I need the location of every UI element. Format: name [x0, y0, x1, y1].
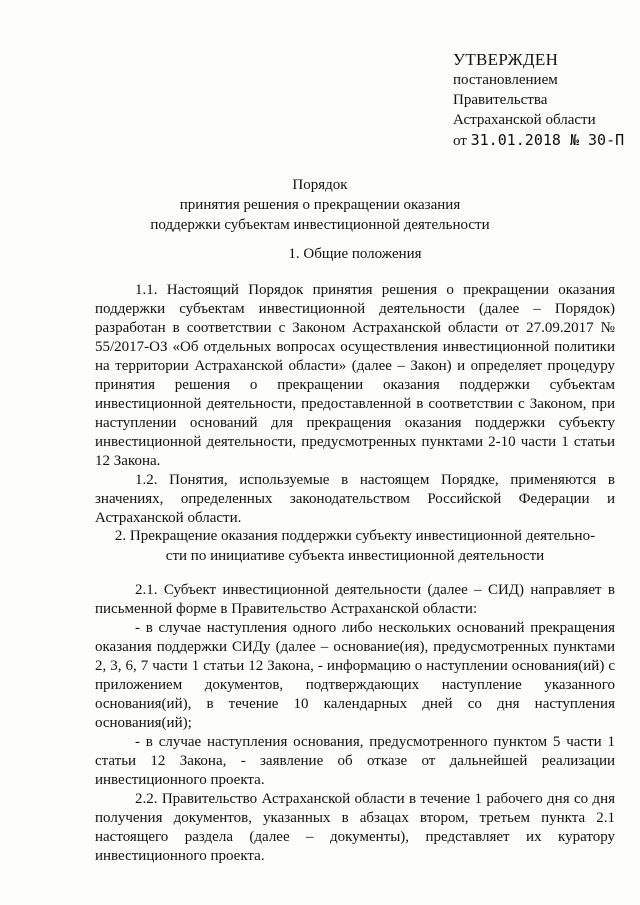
approval-line-3: Астраханской области [453, 112, 596, 128]
approval-date-value: 31.01.2018 № 30-П [470, 131, 625, 149]
paragraph-2-1: 2.1. Субъект инвестиционной деятельности (далее – СИД) направляет в письменной форме в Правительство Астраханской области: [95, 582, 615, 617]
section-2-heading [95, 526, 615, 566]
section-2-body [95, 581, 615, 866]
title-line-3: поддержки субъектам инвестиционной деятельности [150, 217, 490, 233]
document-title [0, 175, 640, 235]
title-line-2: принятия решения о прекращении оказания [179, 197, 461, 213]
paragraph-2-2: 2.2. Правительство Астраханской области в течение 1 рабочего дня со дня получения документов, указанных в абзацах втором, третьем пункта 2.1 настоящего раздела (далее – документы), представляет их куратору инвестиционного проекта. [95, 791, 615, 864]
approval-line-1: постановлением [453, 72, 558, 88]
paragraph-2-1-item-2: - в случае наступления основания, предусмотренного пунктом 5 части 1 статьи 12 Закона, - заявление об отказе от дальнейшей реализации инвестиционного проекта. [95, 734, 615, 788]
approval-date [453, 130, 624, 151]
approval-line-2: Правительства [453, 92, 548, 108]
section-2-heading-line-2: сти по инициативе субъекта инвестиционной деятельности [165, 548, 545, 564]
section-1-heading: 1. Общие положения [288, 246, 422, 262]
approval-stamp [453, 50, 624, 151]
paragraph-1-1: 1.1. Настоящий Порядок принятия решения о прекращении оказания поддержки субъектам инвестиционной деятельности (далее – Порядок) разработан в соответствии с Законом Астраханской области от 27.09.2017 № 55/2017-ОЗ «Об отдельных вопросах осуществления инвестиционной политики на территории Астраханской области» (далее – Закон) и определяет процедуру принятия решения о прекращении оказания поддержки субъектам инвестиционной деятельности, предоставленной в соответствии с Законом, при наступлении оснований для прекращения оказания поддержки субъекту инвестиционной деятельности, предусмотренных пунктами 2-10 части 1 статьи 12 Закона. [95, 282, 615, 469]
approval-date-prefix: от [453, 133, 467, 149]
approval-heading: УТВЕРЖДЕН [453, 50, 559, 69]
section-1-body [95, 281, 615, 528]
title-line-1: Порядок [292, 177, 348, 193]
paragraph-1-2: 1.2. Понятия, используемые в настоящем Порядке, применяются в значениях, определенных законодательством Российской Федерации и Астраханской области. [95, 472, 615, 526]
section-2-heading-line-1: 2. Прекращение оказания поддержки субъекту инвестиционной деятельно- [114, 528, 596, 544]
paragraph-2-1-item-1: - в случае наступления одного либо нескольких оснований прекращения оказания поддержки СИДу (далее – основание(ия), предусмотренных пунктами 2, 3, 6, 7 части 1 статьи 12 Закона, - информацию о наступлении основания(ий) с приложением документов, подтверждающих наступление указанного основания(ий), в течение 10 календарных дней со дня наступления основания(ий); [95, 620, 615, 731]
